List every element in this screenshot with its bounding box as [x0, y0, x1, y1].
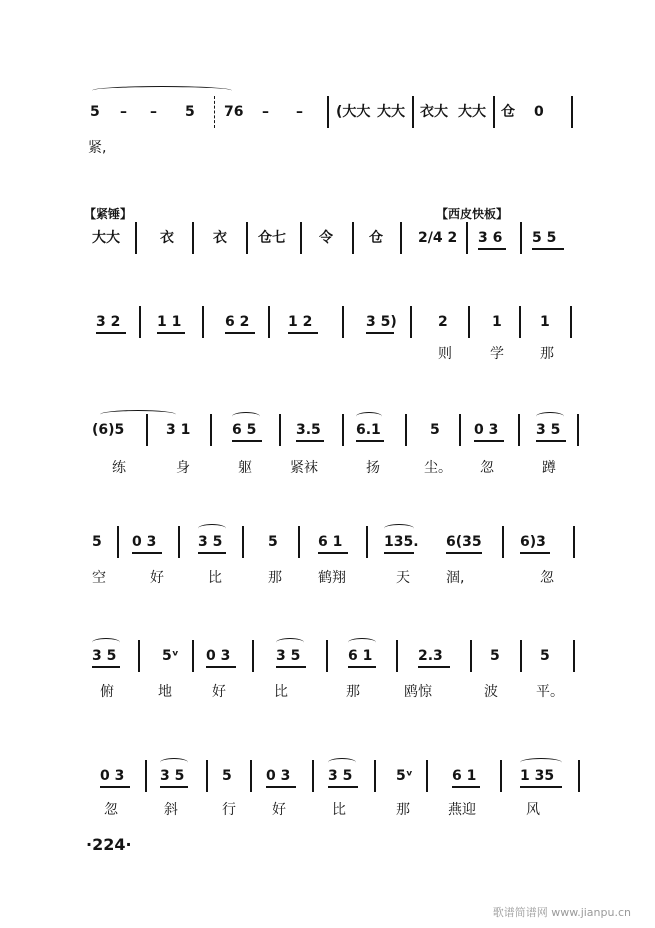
bar-line	[426, 760, 428, 792]
time-signature-note: 2/4 2	[418, 230, 458, 246]
lyric: 尘。	[424, 460, 452, 476]
underline	[532, 248, 564, 250]
percussion-syllable: 衣	[160, 230, 174, 246]
note: 2.3	[418, 648, 443, 664]
note: 5	[490, 648, 500, 664]
lyric: 好	[150, 570, 164, 586]
lyric: 则	[438, 346, 452, 362]
note: 3 5	[276, 648, 301, 664]
underline	[276, 666, 306, 668]
bar-line	[400, 222, 402, 254]
note: 0 3	[100, 768, 125, 784]
lyric: 蹲	[542, 460, 556, 476]
note: 2	[438, 314, 448, 330]
bar-line	[246, 222, 248, 254]
bar-line	[520, 640, 522, 672]
page-number: ·224·	[86, 835, 132, 854]
bar-line	[202, 306, 204, 338]
underline	[520, 786, 562, 788]
note: 5	[222, 768, 232, 784]
note: 3.5	[296, 422, 321, 438]
note: 1 35	[520, 768, 555, 784]
bar-line	[326, 640, 328, 672]
lyric: 忽	[480, 460, 494, 476]
note: 5	[92, 534, 102, 550]
underline	[474, 440, 504, 442]
note: 76	[224, 104, 244, 120]
percussion-syllable: 仓	[501, 104, 515, 120]
bar-line	[342, 414, 344, 446]
bar-line	[573, 526, 575, 558]
underline	[225, 332, 255, 334]
bar-line	[279, 414, 281, 446]
underline	[92, 666, 120, 668]
percussion-syllable: 令	[319, 230, 333, 246]
bar-line	[520, 222, 522, 254]
bar-line	[519, 306, 521, 338]
underline	[446, 552, 482, 554]
underline	[418, 666, 450, 668]
note: 6 1	[452, 768, 477, 784]
note: 135.	[384, 534, 419, 550]
bar-line	[242, 526, 244, 558]
slur	[536, 412, 564, 421]
note: 3 5	[198, 534, 223, 550]
bar-line	[374, 760, 376, 792]
bar-line	[210, 414, 212, 446]
bar-line	[298, 526, 300, 558]
note: 0 3	[132, 534, 157, 550]
slur	[92, 638, 120, 647]
lyric: 那	[540, 346, 554, 362]
lyric: 躯	[238, 460, 252, 476]
lyric: 忽	[104, 802, 118, 818]
note: 5 5	[532, 230, 557, 246]
bar-line	[412, 96, 414, 128]
lyric: 好	[212, 684, 226, 700]
bar-line	[300, 222, 302, 254]
underline	[318, 552, 348, 554]
slur	[520, 758, 562, 767]
note: 3 5	[536, 422, 561, 438]
note: 6(35	[446, 534, 482, 550]
watermark: 歌谱简谱网 www.jianpu.cn	[492, 906, 631, 919]
bar-line	[396, 640, 398, 672]
lyric: 那	[268, 570, 282, 586]
bar-line	[138, 640, 140, 672]
note: 6)3	[520, 534, 546, 550]
bar-line	[145, 760, 147, 792]
underline	[132, 552, 162, 554]
slur	[276, 638, 304, 647]
slur	[384, 524, 414, 533]
note: 1 2	[288, 314, 313, 330]
note: 5ᵛ	[396, 768, 413, 784]
bar-line	[578, 760, 580, 792]
underline	[356, 440, 384, 442]
score-line-1	[0, 90, 655, 190]
bar-line	[250, 760, 252, 792]
slur	[198, 524, 226, 533]
bar-line	[206, 760, 208, 792]
underline	[520, 552, 550, 554]
slur	[348, 638, 376, 647]
underline	[157, 332, 185, 334]
lyric: 紧袜	[290, 460, 318, 476]
bar-line	[500, 760, 502, 792]
bar-line	[410, 306, 412, 338]
bar-line	[192, 640, 194, 672]
lyric: 平。	[536, 684, 564, 700]
underline	[384, 552, 414, 554]
underline	[452, 786, 480, 788]
underline	[478, 248, 506, 250]
bar-line	[405, 414, 407, 446]
slur	[328, 758, 356, 767]
bar-line	[577, 414, 579, 446]
slur	[92, 86, 232, 95]
note: 1 1	[157, 314, 182, 330]
lyric: 紧,	[88, 140, 107, 156]
underline	[348, 666, 376, 668]
note: 3 5)	[366, 314, 397, 330]
percussion-syllable: 仓七	[258, 230, 286, 246]
bar-line	[470, 640, 472, 672]
underline	[536, 440, 566, 442]
bar-line	[468, 306, 470, 338]
note: 5	[430, 422, 440, 438]
lyric: 身	[176, 460, 190, 476]
bar-line	[117, 526, 119, 558]
lyric: 行	[222, 802, 236, 818]
lyric: 波	[484, 684, 498, 700]
note: 6 2	[225, 314, 250, 330]
note: 6.1	[356, 422, 381, 438]
bar-line	[252, 640, 254, 672]
underline	[288, 332, 318, 334]
lyric: 比	[208, 570, 222, 586]
bar-line	[312, 760, 314, 792]
percussion-syllable: 仓	[369, 230, 383, 246]
note: 3 6	[478, 230, 503, 246]
score-line-6	[0, 636, 655, 736]
bar-line	[571, 96, 573, 128]
section-label-xipi-kuaiban: 【西皮快板】	[436, 207, 509, 221]
score-line-4	[0, 410, 655, 510]
note: 5	[540, 648, 550, 664]
bar-line	[327, 96, 329, 128]
note: 1	[540, 314, 550, 330]
bar-line	[573, 640, 575, 672]
bar-line	[493, 96, 495, 128]
underline	[160, 786, 188, 788]
underline	[328, 786, 358, 788]
bar-line	[268, 306, 270, 338]
underline	[296, 440, 324, 442]
underline	[96, 332, 126, 334]
underline	[206, 666, 236, 668]
lyric: 鸥惊	[404, 684, 432, 700]
note: –	[150, 104, 157, 120]
note: 3 1	[166, 422, 191, 438]
bar-line	[342, 306, 344, 338]
percussion-syllable: 大大	[92, 230, 120, 246]
lyric: 空	[92, 570, 106, 586]
bar-line	[518, 414, 520, 446]
lyric: 好	[272, 802, 286, 818]
bar-line	[352, 222, 354, 254]
lyric: 那	[346, 684, 360, 700]
lyric: 比	[274, 684, 288, 700]
underline	[232, 440, 262, 442]
note: 5ᵛ	[162, 648, 179, 664]
note: 3 5	[92, 648, 117, 664]
note: 0 3	[474, 422, 499, 438]
lyric: 学	[490, 346, 504, 362]
lyric: 天	[396, 570, 410, 586]
note: 6 1	[348, 648, 373, 664]
percussion-syllable: 大大	[377, 104, 405, 120]
lyric: 那	[396, 802, 410, 818]
bar-line	[146, 414, 148, 446]
score-line-3	[0, 302, 655, 402]
note: 0	[534, 104, 544, 120]
note: 5	[185, 104, 195, 120]
lyric: 风	[526, 802, 540, 818]
note: 6 5	[232, 422, 257, 438]
percussion-syllable: 大大	[458, 104, 486, 120]
underline	[198, 552, 226, 554]
slur	[356, 412, 382, 421]
section-label-jinchui: 【紧锤】	[84, 207, 133, 221]
percussion-syllable: (大大	[336, 104, 371, 120]
lyric: 地	[158, 684, 172, 700]
underline	[266, 786, 296, 788]
note: 3 5	[160, 768, 185, 784]
note: –	[120, 104, 127, 120]
percussion-syllable: 衣大	[420, 104, 448, 120]
score-line-5	[0, 522, 655, 622]
note: –	[296, 104, 303, 120]
note: (6)5	[92, 422, 125, 438]
note: 5	[90, 104, 100, 120]
bar-line	[502, 526, 504, 558]
slur	[100, 410, 176, 419]
note: 0 3	[206, 648, 231, 664]
bar-line	[139, 306, 141, 338]
bar-line	[135, 222, 137, 254]
lyric: 斜	[164, 802, 178, 818]
lyric: 燕迎	[448, 802, 476, 818]
note: –	[262, 104, 269, 120]
bar-line	[466, 222, 468, 254]
bar-line	[178, 526, 180, 558]
bar-line	[570, 306, 572, 338]
bar-line	[459, 414, 461, 446]
underline	[366, 332, 394, 334]
lyric: 忽	[540, 570, 554, 586]
note: 3 5	[328, 768, 353, 784]
note: 3 2	[96, 314, 121, 330]
bar-line	[366, 526, 368, 558]
slur	[232, 412, 260, 421]
note: 1	[492, 314, 502, 330]
slur	[160, 758, 188, 767]
percussion-syllable: 衣	[213, 230, 227, 246]
lyric: 俯	[100, 684, 114, 700]
bar-line	[214, 96, 217, 128]
lyric: 扬	[366, 460, 380, 476]
lyric: 练	[112, 460, 126, 476]
note: 6 1	[318, 534, 343, 550]
bar-line	[192, 222, 194, 254]
note: 0 3	[266, 768, 291, 784]
lyric: 鹤翔	[318, 570, 346, 586]
lyric: 比	[332, 802, 346, 818]
lyric: 涸,	[446, 570, 465, 586]
underline	[100, 786, 130, 788]
note: 5	[268, 534, 278, 550]
